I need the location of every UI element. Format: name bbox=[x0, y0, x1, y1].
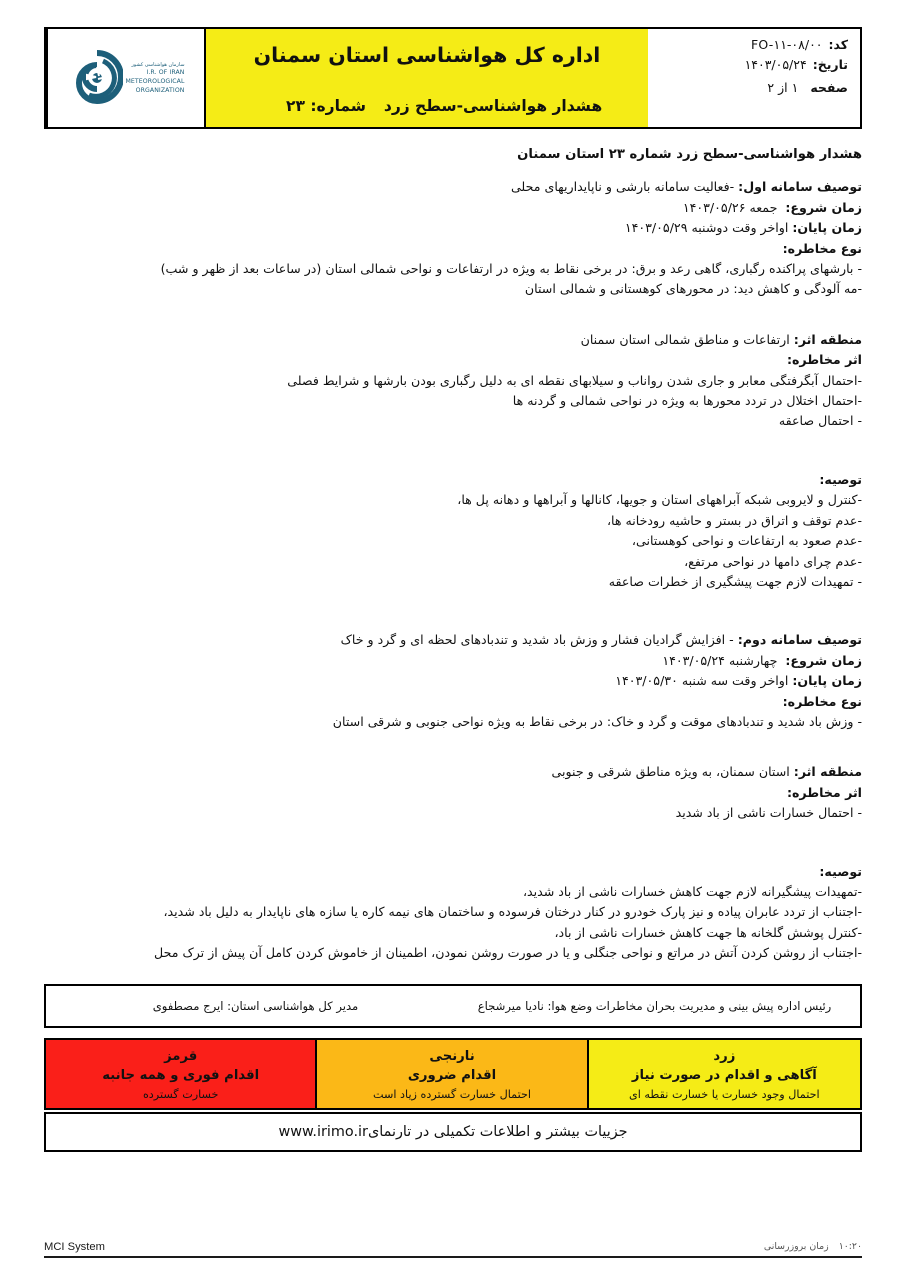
legend-cell-orange bbox=[317, 1040, 588, 1108]
spiral-logo-icon bbox=[67, 47, 123, 109]
legend-yellow-level: زرد bbox=[713, 1048, 736, 1064]
legend-orange-damage: احتمال خسارت گسترده زیاد است bbox=[373, 1087, 531, 1101]
system2-advice-line-1: -اجتناب از تردد عابران پیاده و نیز پارک خودرو در کنار درختان فرسوده و ساختمان های نیمه کاره یا سازه های ناپایدار به دلیل باد شدید، bbox=[163, 904, 862, 920]
system2-advice-line-3: -اجتناب از روشن کردن آتش در مراتع و نواحی جنگلی و یا در صورت روشن نمودن، اطمینان از خاموش کردن کامل آن پیش از ترک محل bbox=[154, 945, 862, 961]
header-code-row bbox=[660, 38, 848, 51]
spacer bbox=[44, 824, 862, 862]
header-code-label: کد: bbox=[828, 37, 848, 52]
system2-advice-line-2: -کنترل پوشش گلخانه ها جهت کاهش خسارات ناشی از باد، bbox=[554, 924, 862, 940]
system2-start-label: زمان شروع: bbox=[785, 652, 862, 668]
header-logo-box bbox=[46, 29, 204, 127]
header-date-row bbox=[660, 58, 848, 71]
system1-hazard-line-0: - بارشهای پراکنده رگباری، گاهی رعد و برق: در برخی نقاط به ویژه در ارتفاعات و نواحی شمالی استان (در ساعات بعد از ظهر و شب) bbox=[160, 261, 862, 277]
legend-red-action: اقدام فوری و همه جانبه bbox=[102, 1067, 260, 1083]
logo-fa-line: سازمان هواشناسی کشور bbox=[131, 61, 185, 68]
system2-end-value: اواخر وقت سه شنبه ۱۴۰۳/۰۵/۳۰ bbox=[615, 673, 789, 689]
website-info-bar bbox=[44, 1112, 862, 1152]
spacer bbox=[44, 732, 862, 762]
signature-forecast-chief: رئیس اداره پیش بینی و مدیریت بحران مخاطرات وضع هوا: نادیا میرشجاع bbox=[477, 999, 832, 1013]
legend-red-level: قرمز bbox=[164, 1048, 198, 1064]
warning-number-value: ۲۳ bbox=[286, 97, 305, 115]
document-footer bbox=[44, 1232, 862, 1258]
footer-update-info bbox=[764, 1241, 862, 1252]
system2-description bbox=[44, 630, 862, 650]
system1-advice-line-3: -عدم چرای دامها در نواحی مرتفع، bbox=[684, 553, 862, 569]
header-page-value: ۱ از ۲ bbox=[767, 80, 799, 96]
system2-advice-line-0: -تمهیدات پیشگیرانه لازم جهت کاهش خسارات ناشی از باد شدید، bbox=[522, 883, 862, 899]
system2-region-value: استان سمنان، به ویژه مناطق شرقی و جنوبی bbox=[551, 764, 790, 780]
severity-legend bbox=[44, 1038, 862, 1110]
system1-end-time bbox=[44, 218, 862, 238]
header-code-value: FO-۱۱-۰۸/۰۰ bbox=[751, 37, 823, 52]
footer-system-name: MCI System bbox=[44, 1241, 105, 1253]
website-info-text: جزییات بیشتر و اطلاعات تکمیلی در تارنمای bbox=[367, 1124, 628, 1140]
system1-advice-line-2: -عدم صعود به ارتفاعات و نواحی کوهستانی، bbox=[631, 533, 862, 549]
system1-start-time bbox=[44, 198, 862, 218]
spacer bbox=[44, 432, 862, 470]
system2-region bbox=[44, 762, 862, 782]
system2-description-value: - افزایش گرادیان فشار و وزش باد شدید و تندبادهای لحظه ای و گرد و خاک bbox=[340, 632, 734, 648]
document-title: هشدار هواشناسی-سطح زرد شماره ۲۳ استان سمنان bbox=[517, 147, 862, 162]
logo-en-line1: I.R. OF IRAN bbox=[146, 69, 185, 77]
system1-effect-label: اثر مخاطره: bbox=[786, 352, 862, 368]
system1-advice-line-1: -عدم توقف و اتراق در بستر و حاشیه رودخانه ها، bbox=[606, 512, 862, 528]
system1-hazard-line-1: -مه آلودگی و کاهش دید: در محورهای کوهستانی و شمالی استان bbox=[524, 281, 862, 297]
system2-description-label: توصیف سامانه دوم: bbox=[737, 632, 862, 648]
header-page-row bbox=[660, 81, 848, 94]
irimo-logo bbox=[67, 47, 184, 109]
spacer bbox=[44, 592, 862, 630]
header-date-label: تاریخ: bbox=[812, 57, 848, 73]
system2-advice-label: توصیه: bbox=[819, 863, 862, 879]
legend-yellow-action: آگاهی و اقدام در صورت نیاز bbox=[631, 1067, 817, 1083]
system1-description-label: توصیف سامانه اول: bbox=[738, 179, 862, 195]
system1-hazard-type-label: نوع مخاطره: bbox=[782, 240, 862, 256]
system1-advice-line-4: - تمهیدات لازم جهت پیشگیری از خطرات صاعقه bbox=[608, 573, 862, 589]
system1-advice-label: توصیه: bbox=[819, 471, 862, 487]
system1-end-label: زمان پایان: bbox=[792, 220, 862, 236]
header-title-band bbox=[204, 29, 648, 127]
legend-red-damage: خسارت گسترده bbox=[142, 1087, 219, 1101]
legend-orange-level: نارنجی bbox=[429, 1048, 475, 1064]
system2-hazard-type-label: نوع مخاطره: bbox=[782, 693, 862, 709]
system1-effect-line-0: -احتمال آبگرفتگی معابر و جاری شدن رواناب و سیلابهای نقطه ای به دلیل رگباری بودن بارشها و شرایط فصلی bbox=[287, 372, 862, 388]
legend-yellow-damage: احتمال وجود خسارت یا خسارت نقطه ای bbox=[629, 1087, 820, 1101]
header-subrow bbox=[206, 97, 648, 115]
system1-start-value: جمعه ۱۴۰۳/۰۵/۲۶ bbox=[682, 199, 778, 215]
system1-end-value: اواخر وقت دوشنبه ۱۴۰۳/۰۵/۲۹ bbox=[624, 220, 789, 236]
system1-region-label: منطقه اثر: bbox=[793, 331, 862, 347]
system1-advice-line-0: -کنترل و لایروبی شبکه آبراههای استان و جویها، کانالها و آبراهها و دهانه پل ها، bbox=[457, 492, 862, 508]
system2-hazard-line-0: - وزش باد شدید و تندبادهای موقت و گرد و خاک: در برخی نقاط به ویژه نواحی جنوبی و شرقی استان bbox=[332, 713, 862, 729]
system2-effect-label: اثر مخاطره: bbox=[786, 784, 862, 800]
system2-start-time bbox=[44, 651, 862, 671]
logo-text-block bbox=[125, 61, 184, 95]
warning-number bbox=[234, 97, 366, 115]
system1-description-value: -فعالیت سامانه بارشی و ناپایداریهای محلی bbox=[510, 179, 735, 195]
document-header bbox=[44, 27, 862, 129]
system1-effect-line-2: - احتمال صاعقه bbox=[778, 413, 862, 429]
system2-end-label: زمان پایان: bbox=[792, 673, 862, 689]
document-body bbox=[44, 145, 862, 964]
footer-update-time: ۱۰:۲۰ bbox=[838, 1241, 862, 1252]
legend-cell-red bbox=[46, 1040, 317, 1108]
system2-region-label: منطقه اثر: bbox=[793, 764, 862, 780]
logo-en-line3: ORGANIZATION bbox=[135, 86, 185, 94]
legend-orange-action: اقدام ضروری bbox=[407, 1067, 497, 1083]
legend-cell-yellow bbox=[589, 1040, 860, 1108]
header-page-label: صفحه bbox=[810, 80, 848, 96]
system1-effect-line-1: -احتمال اختلال در تردد محورها به ویژه در نواحی شمالی و گردنه ها bbox=[512, 393, 862, 409]
irimo-website-link[interactable]: www.irimo.ir bbox=[278, 1124, 368, 1140]
system1-region-value: ارتفاعات و مناطق شمالی استان سمنان bbox=[580, 331, 790, 347]
header-date-value: ۱۴۰۳/۰۵/۲۴ bbox=[744, 57, 807, 73]
signature-director-general: مدیر کل هواشناسی استان: ایرج مصطفوی bbox=[152, 999, 359, 1013]
system1-block bbox=[44, 177, 862, 592]
system2-end-time bbox=[44, 671, 862, 691]
system1-region bbox=[44, 330, 862, 350]
signature-box bbox=[44, 984, 862, 1028]
system2-effect-line-0: - احتمال خسارات ناشی از باد شدید bbox=[675, 805, 862, 821]
system1-start-label: زمان شروع: bbox=[785, 199, 862, 215]
warning-kind-title: هشدار هواشناسی-سطح زرد bbox=[383, 97, 603, 115]
system2-block bbox=[44, 630, 862, 963]
system2-start-value: چهارشنبه ۱۴۰۳/۰۵/۲۴ bbox=[662, 652, 778, 668]
header-meta-box bbox=[648, 29, 860, 127]
spacer bbox=[44, 300, 862, 330]
warning-number-label: شماره: bbox=[310, 97, 367, 115]
organization-title: اداره کل هواشناسی استان سمنان bbox=[253, 43, 601, 67]
footer-update-label: زمان بروزرسانی bbox=[763, 1241, 829, 1252]
system1-description bbox=[44, 177, 862, 197]
logo-en-line2: METEOROLOGICAL bbox=[125, 78, 185, 85]
